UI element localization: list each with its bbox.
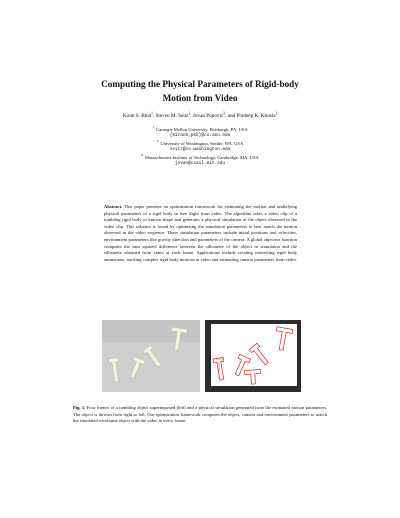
author-mark: 3	[223, 111, 226, 116]
author-separator: , and	[225, 113, 237, 119]
title-line-2: Motion from Video	[162, 93, 238, 103]
abstract-label: Abstract.	[104, 204, 123, 209]
affiliation-email: {kiranb,pkk}@cs.cmu.edu	[169, 133, 231, 139]
figure-simulation	[205, 320, 301, 392]
figure-caption	[73, 405, 327, 425]
author-mark: 2	[188, 111, 191, 116]
author-name: Kiran S. Bhat	[122, 113, 152, 119]
video-frames-image	[102, 320, 200, 392]
abstract	[104, 204, 297, 263]
author-separator: ,	[190, 113, 193, 119]
author-mark: 1	[275, 111, 278, 116]
caption-label: Fig. 1.	[73, 405, 86, 410]
author-list	[40, 112, 360, 120]
author-name: Pradeep K. Khosla	[236, 113, 276, 119]
author-mark: 1	[151, 111, 153, 116]
figure-video-frames	[102, 320, 200, 392]
paper-title	[40, 77, 360, 105]
affiliation-org: University of Washington, Seattle, WA, USA	[160, 141, 244, 146]
caption-text: Four frames of a tumbling object superimposed (left) and a physical simulation generated from the estimated motion parameters. The object is thrown from right to left. Our optimization framework computes the object, camera and environment parameters to match the simulated wireframe object with the video at every frame.	[73, 405, 328, 424]
author-name: Jovan Popović	[192, 113, 224, 119]
affiliation-mark: 3	[141, 153, 143, 158]
abstract-text: This paper presents an optimization framework for estimating the motion and underlying physical parameters of a rigid body in free flight from video. The algorithm takes a video clip of a tumbling rigid body of known shape and generates a physical simulation of the object observed in the video clip. This solution is found by optimizing the simulation parameters to best match the motion observed in the video sequence. These simulation parameters include initial positions and velocities, environment parameters like gravity direction and parameters of the camera. A global objective function computes the sum squared difference between the silhouette of the object in simulation and the silhouette obtained from video at each frame. Applications include creating interesting rigid body animations, tracking complex rigid body motions in video and estimating camera parameters from video.	[104, 204, 298, 262]
affiliation	[60, 155, 340, 168]
affiliation	[60, 141, 340, 154]
affiliation-mark: 1	[152, 125, 155, 130]
affiliation-email: seitz@cs.washington.edu	[169, 147, 231, 153]
author-name: Steven M. Seitz	[155, 113, 189, 119]
affiliation-mark: 2	[156, 139, 159, 144]
affiliation	[60, 127, 340, 140]
title-line-1: Computing the Physical Parameters of Rigid-body	[101, 79, 299, 89]
affiliation-org: Massachusetts Institute of Technology, Cambridge, MA, USA	[144, 155, 259, 160]
simulation-wireframe-image	[205, 320, 301, 392]
author-separator: ,	[152, 113, 156, 119]
affiliation-org: Carnegie Mellon University, Pittsburgh, PA, USA	[156, 127, 248, 132]
affiliation-email: jovan@csail.mit.edu	[174, 161, 226, 167]
